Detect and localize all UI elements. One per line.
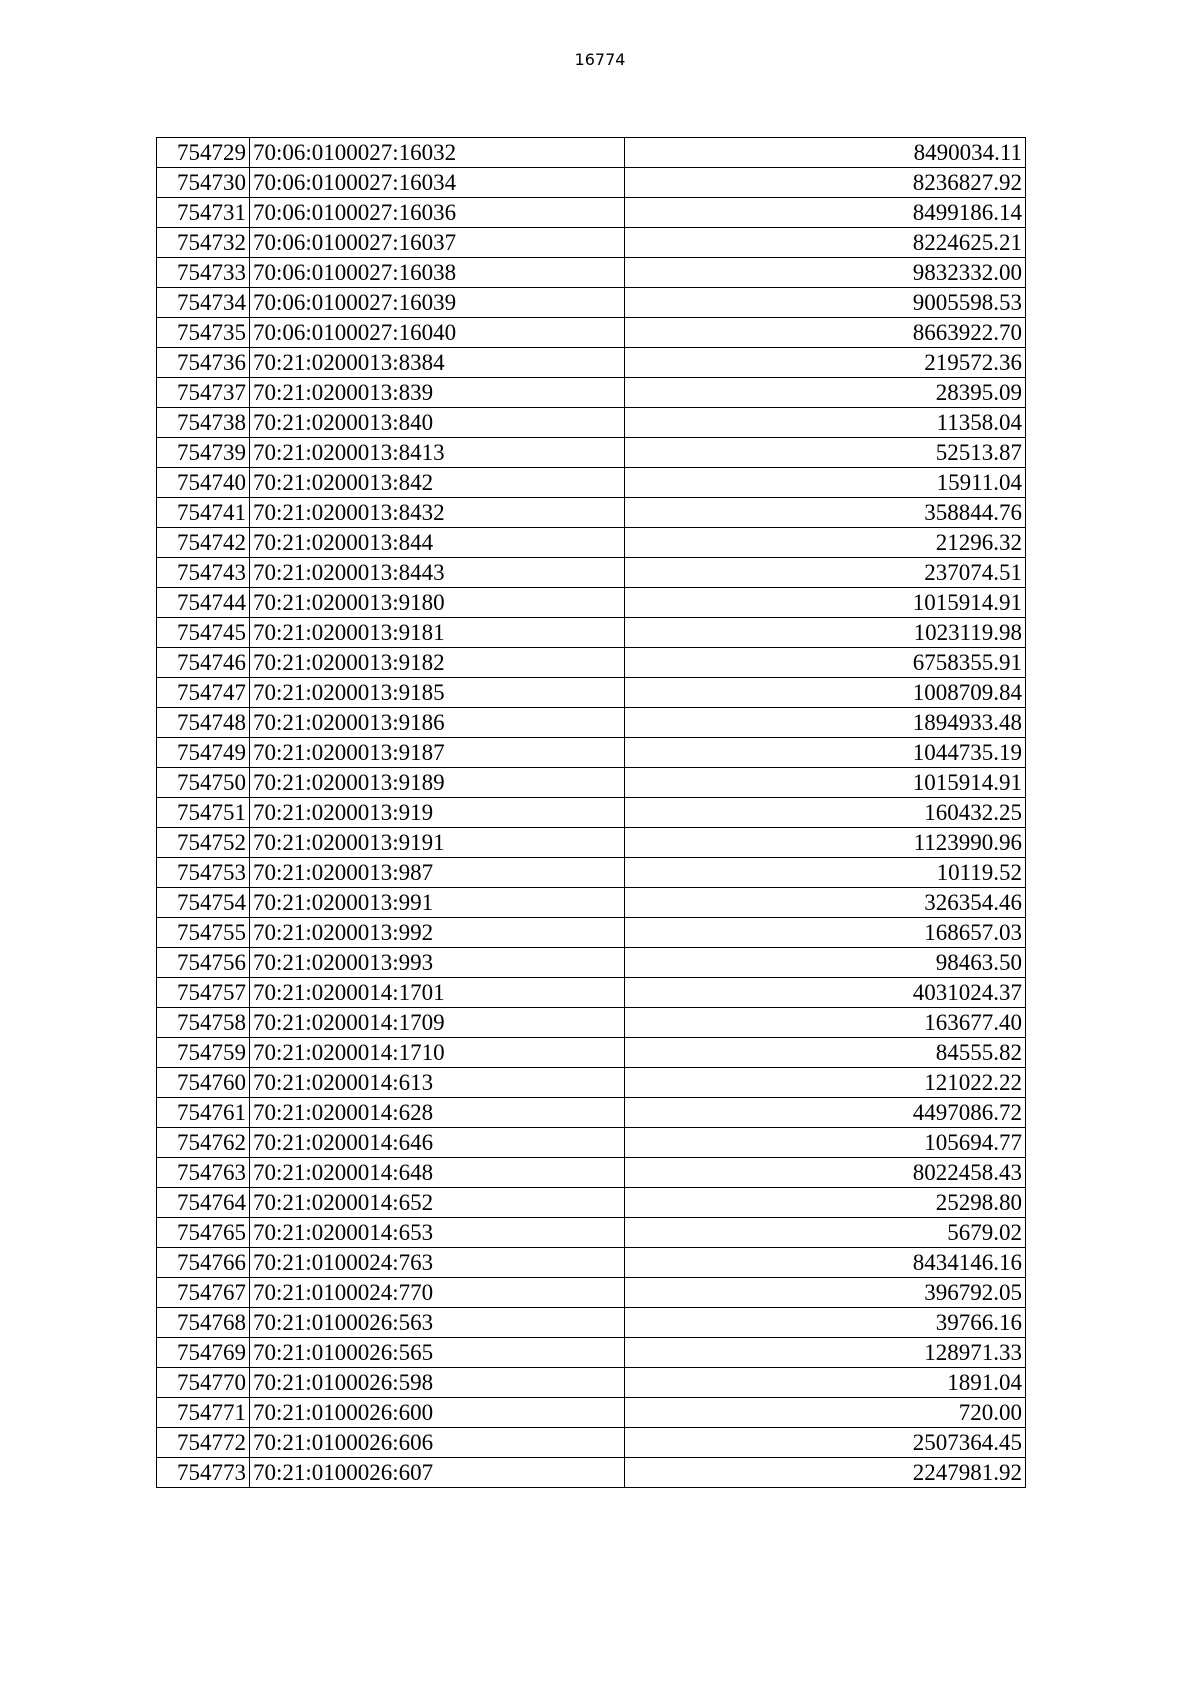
table-row <box>157 858 1026 888</box>
cadastral-value-cell: 358844.76 <box>625 498 1026 528</box>
cadastral-number-cell: 70:21:0200013:919 <box>250 798 625 828</box>
cadastral-value-cell: 720.00 <box>625 1398 1026 1428</box>
row-number-cell: 754766 <box>157 1248 250 1278</box>
table-row <box>157 1068 1026 1098</box>
cadastral-value-cell: 128971.33 <box>625 1338 1026 1368</box>
table-row <box>157 1338 1026 1368</box>
row-number-cell: 754764 <box>157 1188 250 1218</box>
table-row <box>157 1368 1026 1398</box>
cadastral-value-cell: 1891.04 <box>625 1368 1026 1398</box>
cadastral-value-cell: 8663922.70 <box>625 318 1026 348</box>
table-row <box>157 1158 1026 1188</box>
table-row <box>157 1218 1026 1248</box>
row-number-cell: 754755 <box>157 918 250 948</box>
table-row <box>157 648 1026 678</box>
row-number-cell: 754761 <box>157 1098 250 1128</box>
cadastral-number-cell: 70:06:0100027:16032 <box>250 138 625 168</box>
cadastral-value-cell: 160432.25 <box>625 798 1026 828</box>
table-row <box>157 738 1026 768</box>
cadastral-number-cell: 70:06:0100027:16036 <box>250 198 625 228</box>
cadastral-number-cell: 70:21:0200013:9191 <box>250 828 625 858</box>
cadastral-number-cell: 70:06:0100027:16037 <box>250 228 625 258</box>
cadastral-value-cell: 396792.05 <box>625 1278 1026 1308</box>
cadastral-value-cell: 237074.51 <box>625 558 1026 588</box>
cadastral-number-cell: 70:21:0200014:628 <box>250 1098 625 1128</box>
cadastral-value-cell: 1123990.96 <box>625 828 1026 858</box>
table-row <box>157 1098 1026 1128</box>
table-row <box>157 588 1026 618</box>
row-number-cell: 754731 <box>157 198 250 228</box>
row-number-cell: 754746 <box>157 648 250 678</box>
row-number-cell: 754768 <box>157 1308 250 1338</box>
cadastral-number-cell: 70:21:0200014:1701 <box>250 978 625 1008</box>
cadastral-value-cell: 8490034.11 <box>625 138 1026 168</box>
cadastral-value-cell: 10119.52 <box>625 858 1026 888</box>
cadastral-number-cell: 70:06:0100027:16038 <box>250 258 625 288</box>
row-number-cell: 754737 <box>157 378 250 408</box>
cadastral-value-cell: 9832332.00 <box>625 258 1026 288</box>
table-body <box>157 138 1026 1488</box>
cadastral-number-cell: 70:21:0100026:600 <box>250 1398 625 1428</box>
cadastral-value-cell: 8224625.21 <box>625 228 1026 258</box>
cadastral-number-cell: 70:21:0200013:844 <box>250 528 625 558</box>
cadastral-number-cell: 70:21:0200013:9185 <box>250 678 625 708</box>
cadastral-number-cell: 70:21:0200013:9186 <box>250 708 625 738</box>
cadastral-number-cell: 70:21:0200013:8413 <box>250 438 625 468</box>
table-row <box>157 828 1026 858</box>
table-row <box>157 1308 1026 1338</box>
row-number-cell: 754765 <box>157 1218 250 1248</box>
row-number-cell: 754732 <box>157 228 250 258</box>
row-number-cell: 754751 <box>157 798 250 828</box>
cadastral-value-cell: 1015914.91 <box>625 768 1026 798</box>
cadastral-value-cell: 121022.22 <box>625 1068 1026 1098</box>
row-number-cell: 754749 <box>157 738 250 768</box>
table-row <box>157 258 1026 288</box>
cadastral-number-cell: 70:21:0200013:987 <box>250 858 625 888</box>
cadastral-number-cell: 70:06:0100027:16034 <box>250 168 625 198</box>
table-row <box>157 1278 1026 1308</box>
row-number-cell: 754748 <box>157 708 250 738</box>
table-row <box>157 918 1026 948</box>
table-row <box>157 798 1026 828</box>
row-number-cell: 754750 <box>157 768 250 798</box>
cadastral-number-cell: 70:21:0200014:1710 <box>250 1038 625 1068</box>
row-number-cell: 754758 <box>157 1008 250 1038</box>
cadastral-value-table <box>156 137 1026 1488</box>
row-number-cell: 754773 <box>157 1458 250 1488</box>
table-row <box>157 408 1026 438</box>
cadastral-value-cell: 1894933.48 <box>625 708 1026 738</box>
table-row <box>157 228 1026 258</box>
cadastral-number-cell: 70:21:0200013:9180 <box>250 588 625 618</box>
row-number-cell: 754741 <box>157 498 250 528</box>
table-row <box>157 1038 1026 1068</box>
cadastral-value-cell: 168657.03 <box>625 918 1026 948</box>
cadastral-number-cell: 70:21:0200013:9189 <box>250 768 625 798</box>
row-number-cell: 754744 <box>157 588 250 618</box>
row-number-cell: 754770 <box>157 1368 250 1398</box>
row-number-cell: 754759 <box>157 1038 250 1068</box>
cadastral-value-cell: 8236827.92 <box>625 168 1026 198</box>
cadastral-number-cell: 70:21:0100026:606 <box>250 1428 625 1458</box>
table-row <box>157 348 1026 378</box>
cadastral-value-cell: 219572.36 <box>625 348 1026 378</box>
row-number-cell: 754743 <box>157 558 250 588</box>
row-number-cell: 754729 <box>157 138 250 168</box>
cadastral-number-cell: 70:21:0200013:993 <box>250 948 625 978</box>
cadastral-value-cell: 15911.04 <box>625 468 1026 498</box>
table-row <box>157 198 1026 228</box>
cadastral-value-cell: 1008709.84 <box>625 678 1026 708</box>
table-row <box>157 528 1026 558</box>
table-row <box>157 1188 1026 1218</box>
cadastral-value-cell: 98463.50 <box>625 948 1026 978</box>
row-number-cell: 754769 <box>157 1338 250 1368</box>
cadastral-number-cell: 70:21:0200013:8443 <box>250 558 625 588</box>
row-number-cell: 754747 <box>157 678 250 708</box>
table-row <box>157 618 1026 648</box>
row-number-cell: 754753 <box>157 858 250 888</box>
cadastral-value-cell: 9005598.53 <box>625 288 1026 318</box>
cadastral-value-cell: 28395.09 <box>625 378 1026 408</box>
row-number-cell: 754742 <box>157 528 250 558</box>
cadastral-number-cell: 70:21:0200014:613 <box>250 1068 625 1098</box>
cadastral-number-cell: 70:21:0100024:770 <box>250 1278 625 1308</box>
table-row <box>157 498 1026 528</box>
cadastral-number-cell: 70:21:0100026:563 <box>250 1308 625 1338</box>
cadastral-number-cell: 70:21:0200014:648 <box>250 1158 625 1188</box>
cadastral-value-cell: 1044735.19 <box>625 738 1026 768</box>
table-row <box>157 288 1026 318</box>
table-row <box>157 678 1026 708</box>
row-number-cell: 754756 <box>157 948 250 978</box>
cadastral-value-cell: 52513.87 <box>625 438 1026 468</box>
table-row <box>157 768 1026 798</box>
table-row <box>157 888 1026 918</box>
cadastral-value-cell: 1015914.91 <box>625 588 1026 618</box>
table-row <box>157 1458 1026 1488</box>
table-row <box>157 948 1026 978</box>
cadastral-number-cell: 70:21:0200013:840 <box>250 408 625 438</box>
cadastral-value-cell: 25298.80 <box>625 1188 1026 1218</box>
row-number-cell: 754736 <box>157 348 250 378</box>
cadastral-value-cell: 4497086.72 <box>625 1098 1026 1128</box>
cadastral-value-cell: 84555.82 <box>625 1038 1026 1068</box>
row-number-cell: 754733 <box>157 258 250 288</box>
cadastral-value-cell: 326354.46 <box>625 888 1026 918</box>
cadastral-value-cell: 6758355.91 <box>625 648 1026 678</box>
row-number-cell: 754730 <box>157 168 250 198</box>
row-number-cell: 754745 <box>157 618 250 648</box>
table-row <box>157 1398 1026 1428</box>
page-number: 16774 <box>574 50 626 69</box>
table-row <box>157 1248 1026 1278</box>
cadastral-number-cell: 70:21:0200013:839 <box>250 378 625 408</box>
cadastral-number-cell: 70:21:0200013:8384 <box>250 348 625 378</box>
cadastral-value-cell: 11358.04 <box>625 408 1026 438</box>
row-number-cell: 754740 <box>157 468 250 498</box>
cadastral-number-cell: 70:21:0200013:992 <box>250 918 625 948</box>
table-row <box>157 1428 1026 1458</box>
cadastral-value-cell: 4031024.37 <box>625 978 1026 1008</box>
cadastral-number-cell: 70:21:0100026:565 <box>250 1338 625 1368</box>
cadastral-number-cell: 70:21:0200013:9181 <box>250 618 625 648</box>
row-number-cell: 754772 <box>157 1428 250 1458</box>
row-number-cell: 754739 <box>157 438 250 468</box>
cadastral-value-cell: 8434146.16 <box>625 1248 1026 1278</box>
cadastral-number-cell: 70:21:0100026:607 <box>250 1458 625 1488</box>
cadastral-value-cell: 39766.16 <box>625 1308 1026 1338</box>
cadastral-value-cell: 2247981.92 <box>625 1458 1026 1488</box>
row-number-cell: 754754 <box>157 888 250 918</box>
cadastral-number-cell: 70:21:0200014:653 <box>250 1218 625 1248</box>
cadastral-number-cell: 70:21:0200014:646 <box>250 1128 625 1158</box>
row-number-cell: 754734 <box>157 288 250 318</box>
cadastral-number-cell: 70:21:0200013:8432 <box>250 498 625 528</box>
cadastral-number-cell: 70:21:0200014:1709 <box>250 1008 625 1038</box>
table-row <box>157 708 1026 738</box>
row-number-cell: 754771 <box>157 1398 250 1428</box>
row-number-cell: 754767 <box>157 1278 250 1308</box>
table-row <box>157 438 1026 468</box>
cadastral-value-cell: 8499186.14 <box>625 198 1026 228</box>
cadastral-number-cell: 70:21:0100024:763 <box>250 1248 625 1278</box>
cadastral-number-cell: 70:21:0100026:598 <box>250 1368 625 1398</box>
cadastral-value-cell: 105694.77 <box>625 1128 1026 1158</box>
cadastral-value-cell: 21296.32 <box>625 528 1026 558</box>
row-number-cell: 754763 <box>157 1158 250 1188</box>
cadastral-number-cell: 70:21:0200013:9182 <box>250 648 625 678</box>
table-row <box>157 1008 1026 1038</box>
cadastral-value-cell: 5679.02 <box>625 1218 1026 1248</box>
cadastral-number-cell: 70:21:0200013:842 <box>250 468 625 498</box>
row-number-cell: 754735 <box>157 318 250 348</box>
row-number-cell: 754757 <box>157 978 250 1008</box>
row-number-cell: 754760 <box>157 1068 250 1098</box>
cadastral-number-cell: 70:21:0200013:9187 <box>250 738 625 768</box>
row-number-cell: 754738 <box>157 408 250 438</box>
table-row <box>157 468 1026 498</box>
table-row <box>157 1128 1026 1158</box>
row-number-cell: 754762 <box>157 1128 250 1158</box>
cadastral-number-cell: 70:21:0200014:652 <box>250 1188 625 1218</box>
table-row <box>157 318 1026 348</box>
cadastral-number-cell: 70:21:0200013:991 <box>250 888 625 918</box>
row-number-cell: 754752 <box>157 828 250 858</box>
table-row <box>157 138 1026 168</box>
cadastral-value-cell: 1023119.98 <box>625 618 1026 648</box>
cadastral-value-cell: 8022458.43 <box>625 1158 1026 1188</box>
cadastral-number-cell: 70:06:0100027:16040 <box>250 318 625 348</box>
table-row <box>157 558 1026 588</box>
table-row <box>157 978 1026 1008</box>
cadastral-number-cell: 70:06:0100027:16039 <box>250 288 625 318</box>
table-row <box>157 168 1026 198</box>
cadastral-value-cell: 163677.40 <box>625 1008 1026 1038</box>
table-row <box>157 378 1026 408</box>
cadastral-value-cell: 2507364.45 <box>625 1428 1026 1458</box>
